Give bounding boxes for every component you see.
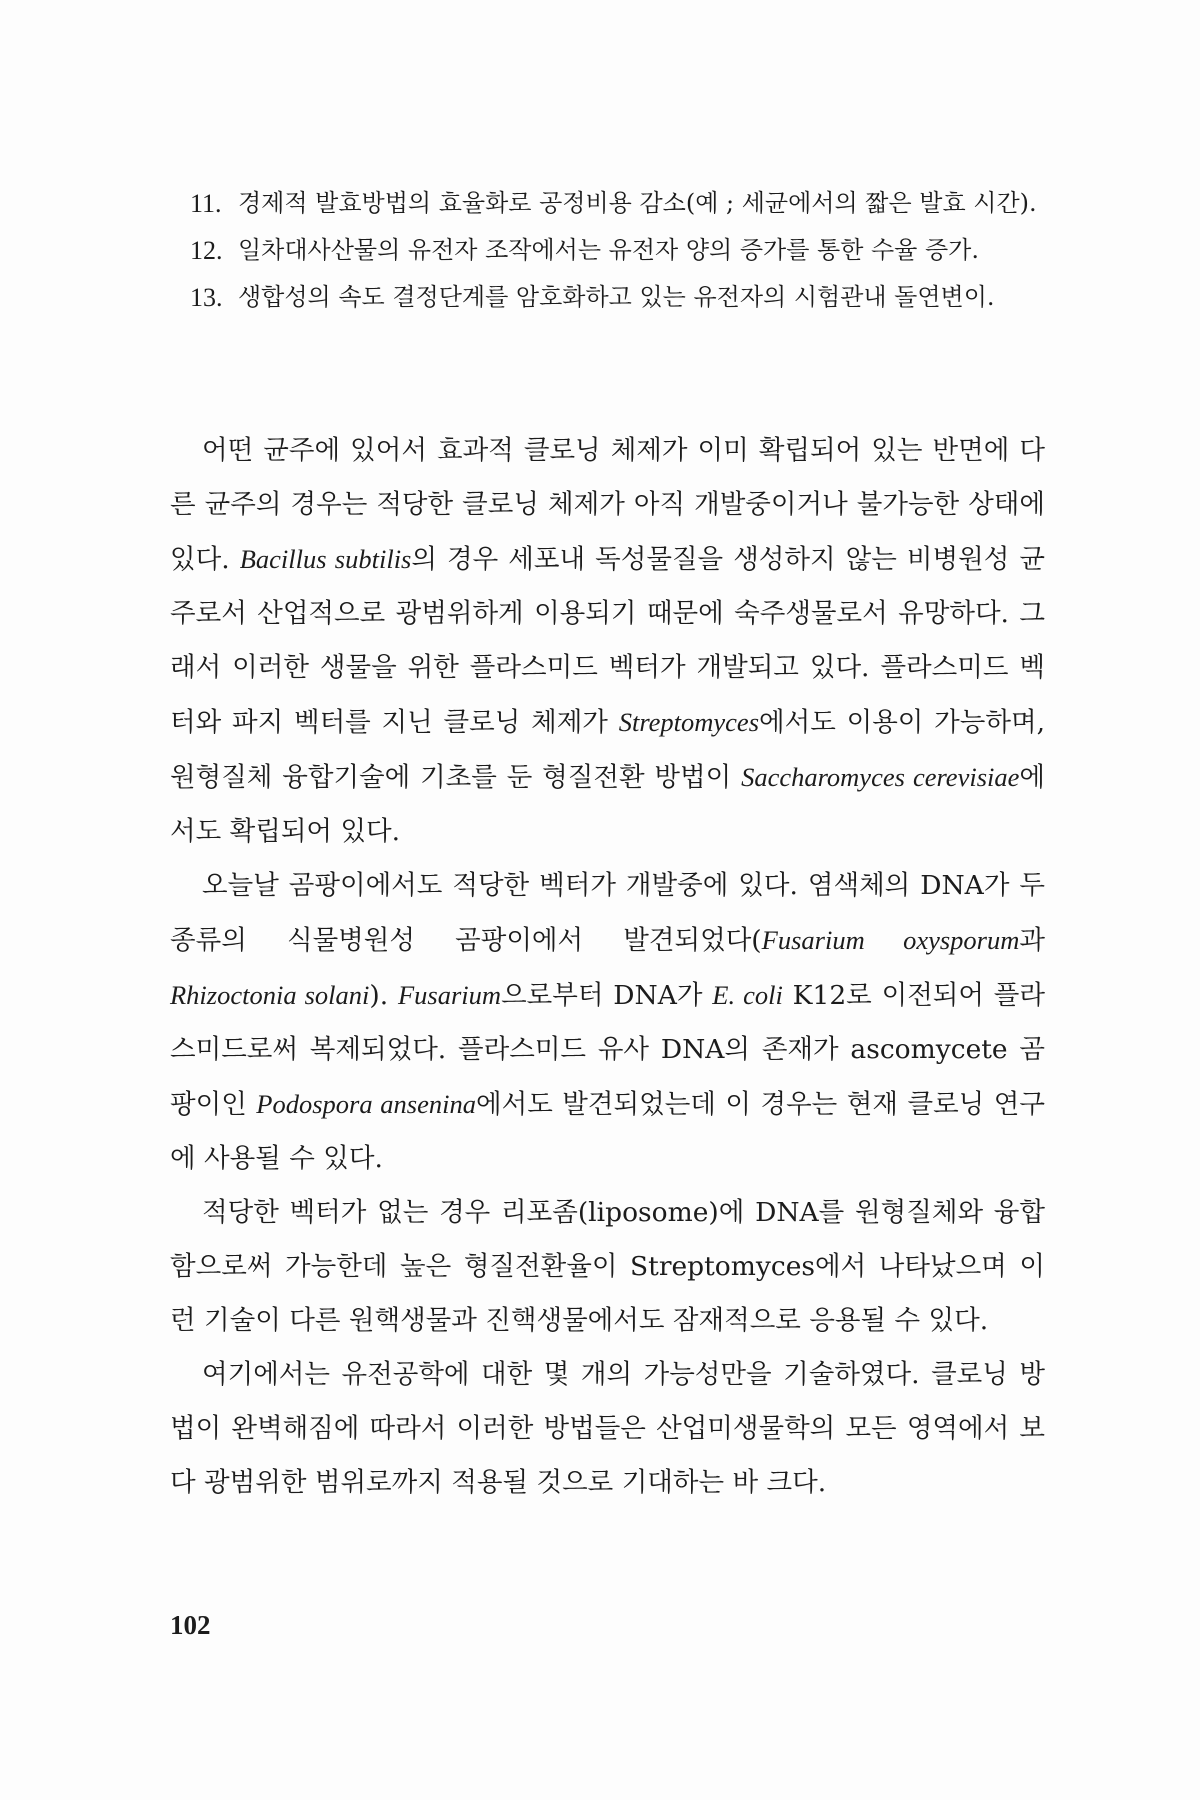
species-name: Bacillus subtilis — [239, 544, 412, 574]
species-name: E. coli — [712, 980, 783, 1010]
list-item — [190, 227, 1050, 274]
text-run: 의 경우 세포내 독성물질을 생성하지 않는 비병원성 균주로서 산업적으로 광범위하게 이용되기 때문에 숙주생물로서 유망하다. 그래서 이러한 생물을 위한 플라스미드 벡터가 개발되고 있다. 플라스미드 벡터와 파지 벡터를 지닌 클로닝 체제가 — [170, 544, 1045, 738]
text-run: K12로 이전되어 플라스미드로써 복제되었다. 플라스미드 유사 DNA의 존재가 ascomycete 곰팡이인 — [170, 980, 1045, 1120]
species-name: Fusarium — [397, 980, 502, 1010]
species-name: Podospora ansenina — [256, 1089, 476, 1119]
species-name: Saccharomyces cerevisiae — [741, 762, 1020, 792]
list-item — [190, 180, 1050, 227]
list-item-text: 경제적 발효방법의 효율화로 공정비용 감소(예 ; 세균에서의 짧은 발효 시간). — [238, 189, 1037, 217]
text-run: 과 — [1019, 925, 1045, 956]
list-item-text: 일차대사산물의 유전자 조작에서는 유전자 양의 증가를 통한 수율 증가. — [238, 236, 979, 264]
text-run: 어떤 균주에 있어서 효과적 클로닝 체제가 이미 확립되어 있는 반면에 다른 균주의 경우는 적당한 클로닝 체제가 아직 개발중이거나 불가능한 상태에 있다. — [170, 435, 1045, 575]
text-run: 에서도 이용이 가능하며, 원형질체 융합기술에 기초를 둔 형질전환 방법이 — [170, 707, 1045, 793]
text-run: 으로부터 DNA가 — [501, 980, 713, 1011]
page-number: 102 — [170, 1610, 211, 1640]
numbered-list — [190, 180, 1050, 321]
text-run: 에서도 확립되어 있다. — [170, 762, 1045, 847]
paragraph-cloning-systems — [170, 424, 1045, 859]
species-name: Rhizoctonia solani — [170, 980, 370, 1010]
list-item — [190, 274, 1050, 321]
text-run: 오늘날 곰팡이에서도 적당한 벡터가 개발중에 있다. 염색체의 DNA가 두 종류의 식물병원성 곰팡이에서 발견되었다( — [170, 870, 1045, 956]
list-number: 11. — [190, 189, 222, 218]
list-number: 12. — [190, 236, 223, 265]
species-name: Fusarium oxysporum — [761, 925, 1020, 955]
list-item-text: 생합성의 속도 결정단계를 암호화하고 있는 유전자의 시험관내 돌연변이. — [238, 283, 995, 311]
paragraph-conclusion: 여기에서는 유전공학에 대한 몇 개의 가능성만을 기술하였다. 클로닝 방법이 완벽해짐에 따라서 이러한 방법들은 산업미생물학의 모든 영역에서 보다 광범위한 범위로까지 적용될 것으로 기대하는 바 크다. — [170, 1359, 1045, 1498]
paragraph-liposome: 적당한 벡터가 없는 경우 리포좀(liposome)에 DNA를 원형질체와 융합함으로써 가능한데 높은 형질전환율이 Streptomyces에서 나타났으며 이런 기술이 다른 원핵생물과 진핵생물에서도 잠재적으로 응용될 수 있다. — [170, 1197, 1045, 1336]
species-name: Streptomyces — [618, 707, 760, 737]
text-run: 에서도 발견되었는데 이 경우는 현재 클로닝 연구에 사용될 수 있다. — [170, 1089, 1045, 1174]
body-text — [170, 424, 1045, 1510]
paragraph-fungal-vectors — [170, 859, 1045, 1186]
list-number: 13. — [190, 283, 223, 312]
text-run: ). — [369, 980, 398, 1011]
